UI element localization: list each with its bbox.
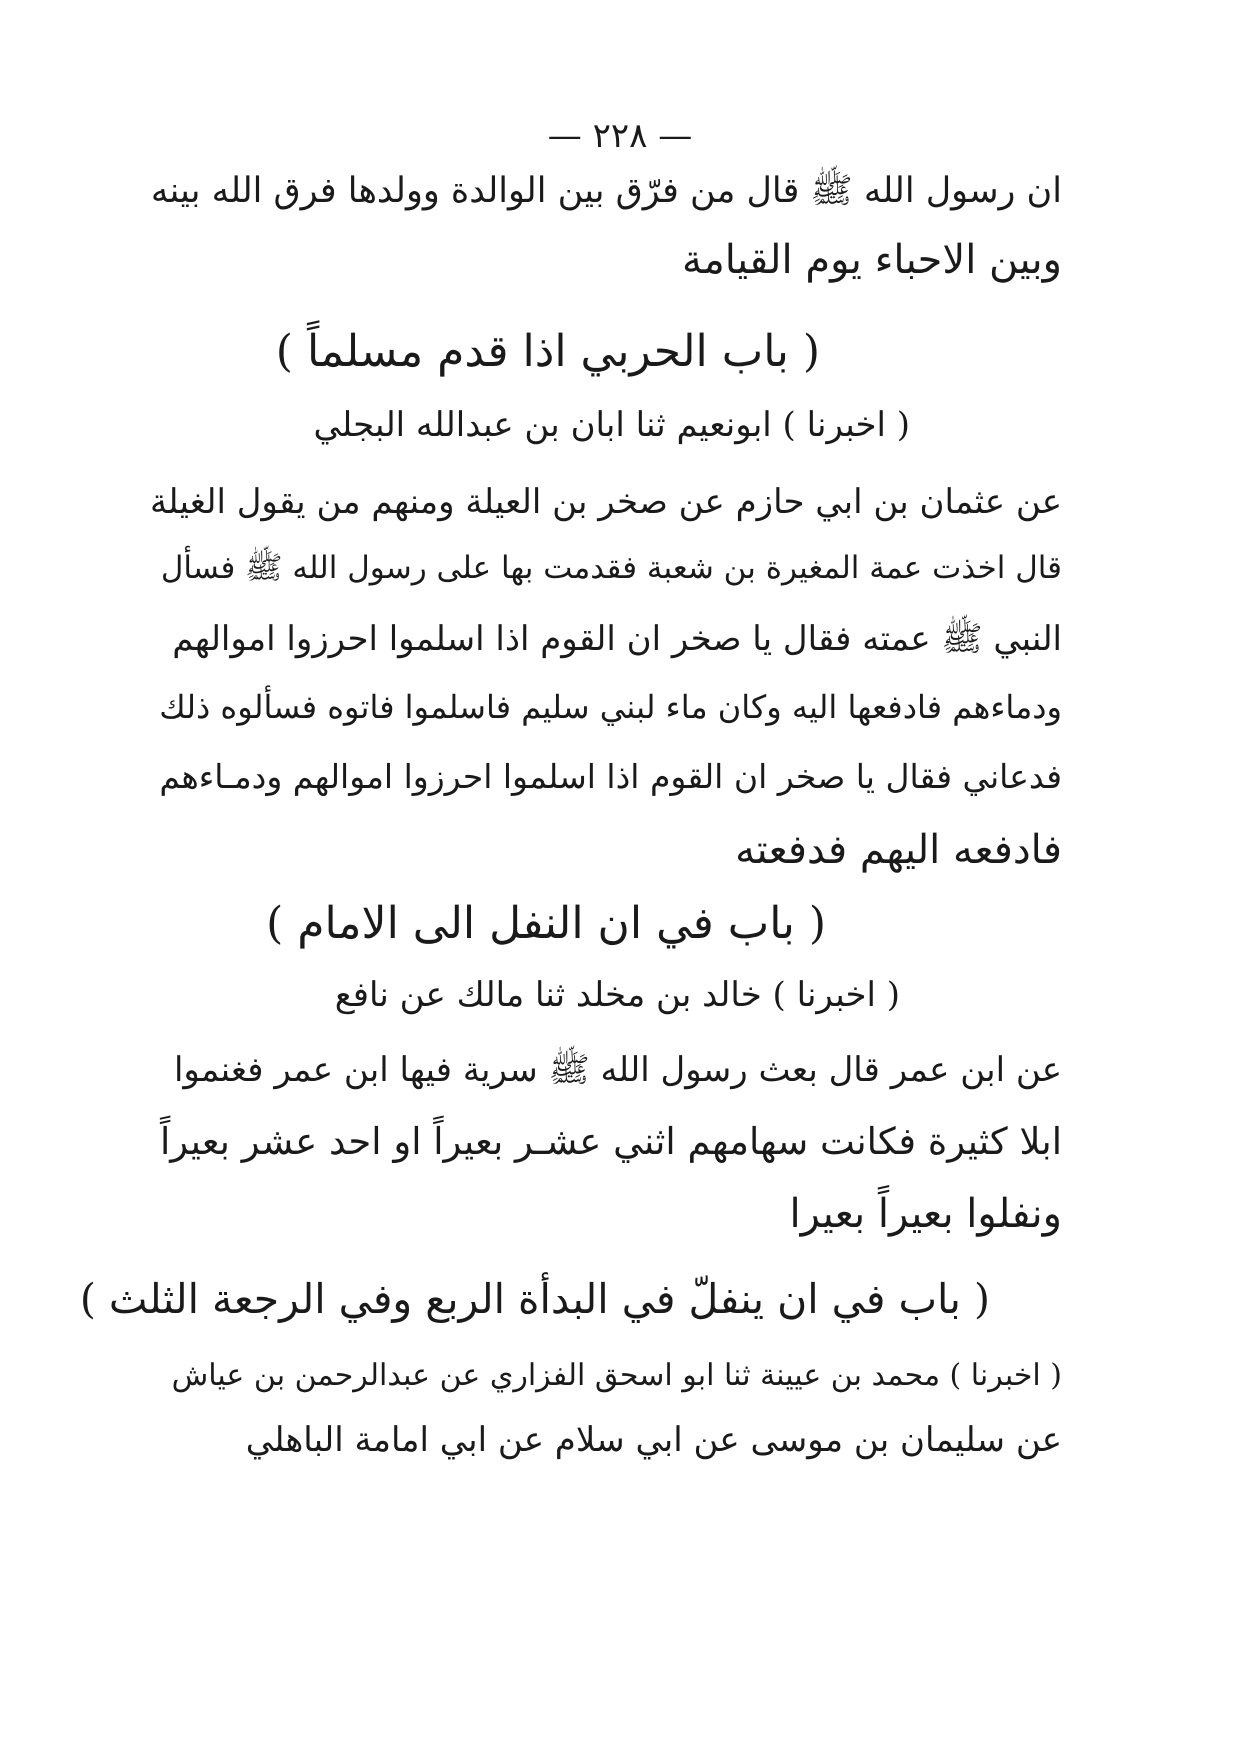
text-line-8: فادفعه اليهم فدفعته [735,827,1062,873]
text-line-4: قال اخذت عمة المغيرة بن شعبة فقدمت بها على رسول الله ﷺ فسأل [160,550,1062,586]
text-line-3: عن عثمان بن ابي حازم عن صخر بن العيلة ومنهم من يقول الغيلة [149,482,1062,522]
text-line-7: فدعاني فقال يا صخر ان القوم اذا اسلموا احرزوا اموالهم ودمـاءهم [159,757,1062,796]
isnad-line-1: ( اخبرنا ) ابونعيم ثنا ابان بن عبدالله البجلي [313,405,910,445]
text-line-10: ابلا كثيرة فكانت سهامهم اثني عشـر بعيراً او احد عشر بعيراً [159,1120,1062,1163]
chapter-heading-2: ( باب في ان النفل الى الامام ) [266,898,826,949]
page-number: — ٢٢٨ — [547,116,693,156]
chapter-heading-1: ( باب الحربي اذا قدم مسلماً ) [275,326,820,377]
text-line-2: وبين الاحباء يوم القيامة [681,237,1062,283]
chapter-heading-3: ( باب في ان ينفلّ في البدأة الربع وفي الرجعة الثلث ) [79,1275,990,1323]
text-line-6: ودماءهم فادفعها اليه وكان ماء لبني سليم فاسلموا فاتوه فسألوه ذلك [159,688,1062,726]
text-line-9: عن ابن عمر قال بعث رسول الله ﷺ سرية فيها ابن عمر فغنموا [173,1050,1062,1090]
text-line-11: ونفلوا بعيراً بعيرا [789,1191,1062,1237]
text-line-1: ان رسول الله ﷺ قال من فرّق بين الوالدة وولدها فرق الله بينه [150,171,1062,211]
isnad-line-4: عن سليمان بن موسى عن ابي سلام عن ابي امامة الباهلي [245,1420,1062,1460]
text-line-5: النبي ﷺ عمته فقال يا صخر ان القوم اذا اسلموا احرزوا اموالهم [172,619,1062,659]
isnad-line-3: ( اخبرنا ) محمد بن عيينة ثنا ابو اسحق الفزاري عن عبدالرحمن بن عياش [171,1358,1062,1393]
isnad-line-2: ( اخبرنا ) خالد بن مخلد ثنا مالك عن نافع [334,975,900,1015]
